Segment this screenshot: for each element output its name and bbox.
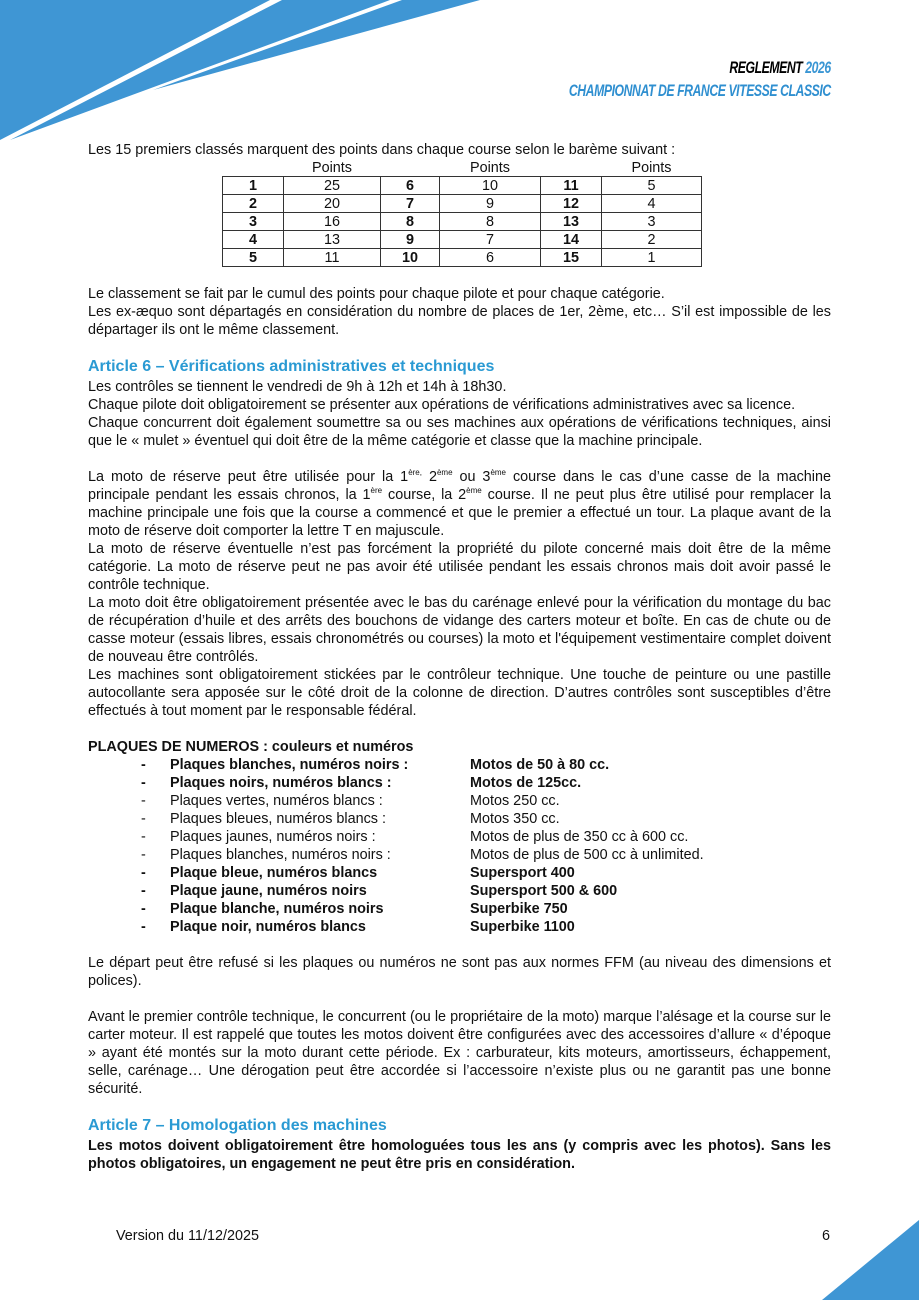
points-cell: 4: [602, 195, 702, 213]
plate-category: Supersport 500 & 600: [470, 883, 618, 899]
plate-category: Motos 350 cc.: [470, 811, 560, 827]
bullet-dash: -: [141, 811, 146, 827]
plate-list-item: [88, 882, 831, 900]
plate-label: Plaque jaune, numéros noirs: [170, 883, 367, 899]
points-table-header-cell: Points: [312, 159, 352, 176]
rank-cell: 10: [381, 249, 440, 267]
rank-cell: 7: [381, 195, 440, 213]
plates-list: [88, 756, 831, 936]
rank-cell: 8: [381, 213, 440, 231]
bullet-dash: -: [141, 829, 146, 845]
rank-cell: 13: [541, 213, 602, 231]
plate-list-item: [88, 792, 831, 810]
points-table-row: [223, 213, 702, 231]
rank-cell: 9: [381, 231, 440, 249]
bullet-dash: -: [141, 775, 146, 791]
points-cell: 6: [440, 249, 541, 267]
article-6-paragraph-2: Chaque pilote doit obligatoirement se présenter aux opérations de vérifications administratives avec sa licence.: [88, 397, 796, 413]
bullet-dash: -: [141, 919, 146, 935]
plate-label: Plaques blanches, numéros noirs :: [170, 847, 391, 863]
after-plates-paragraph-2: Avant le premier contrôle technique, le concurrent (ou le propriétaire de la moto) marque l’alésage et la course sur le carter moteur. Il est rappelé que toutes les motos doivent être configurées avec des accessoires d’allure « d’époque » ayant été montés sur la moto durant cette période. Ex : carburateur, kits moteurs, amortisseurs, échappement, selle, carénage… Une dérogation peut être accordée si l’accessoire n’existe plus ou ne garantit pas une bonne sécurité.: [88, 1009, 831, 1097]
plate-category: Motos de 50 à 80 cc.: [470, 757, 610, 773]
plate-label: Plaque blanche, numéros noirs: [170, 901, 384, 917]
header-stripe-main: [0, 0, 270, 140]
article-6-paragraph-6: La moto doit être obligatoirement présentée avec le bas du carénage enlevé pour la vérification du montage du bac de récupération d’huile et des arrêts des bouchons de vidange des carters moteur et boîte. En cas de chute ou de casse moteur (essais libres, essais chronométrés ou courses) la moto et l'équipement vestimentaire complet doivent de nouveau être contrôlés.: [88, 595, 831, 665]
rank-cell: 11: [541, 177, 602, 195]
plate-list-item: [88, 900, 831, 918]
plate-list-item: [88, 918, 831, 936]
points-table: [222, 159, 702, 267]
points-cell: 10: [440, 177, 541, 195]
plate-list-item: [88, 774, 831, 792]
footer-version: Version du 11/12/2025: [116, 1228, 259, 1244]
article-6-paragraph-3: Chaque concurrent doit également soumettre sa ou ses machines aux opérations de vérifications techniques, ainsi que le « mulet » éventuel qui doit être de la même catégorie et classe que la machine principale.: [88, 415, 831, 449]
points-cell: 13: [284, 231, 381, 249]
plate-category: Motos de plus de 350 cc à 600 cc.: [470, 829, 689, 845]
plates-title: PLAQUES DE NUMEROS : couleurs et numéros: [88, 739, 414, 755]
plate-label: Plaques jaunes, numéros noirs :: [170, 829, 376, 845]
plate-category: Superbike 1100: [470, 919, 575, 935]
plate-category: Supersport 400: [470, 865, 575, 881]
plate-list-item: [88, 846, 831, 864]
article-6-paragraph-7: Les machines sont obligatoirement stickées par le contrôleur technique. Une touche de peinture ou une pastille autocollante sera apposée sur le côté droit de la colonne de direction. D’autres contrôles sont susceptibles d’être effectués à tout moment par le responsable fédéral.: [88, 667, 831, 719]
article-7-heading: Article 7 – Homologation des machines: [88, 1117, 387, 1134]
rank-cell: 12: [541, 195, 602, 213]
points-table-header-cell: Points: [470, 159, 510, 176]
header-subtitle: CHAMPIONNAT DE FRANCE VITESSE CLASSIC: [569, 81, 831, 100]
document-header: [467, 56, 831, 102]
rank-cell: 6: [381, 177, 440, 195]
points-table-row: [223, 195, 702, 213]
points-cell: 25: [284, 177, 381, 195]
header-title-year: 2026: [805, 58, 831, 77]
plate-label: Plaques noirs, numéros blancs :: [170, 775, 392, 791]
article-6-paragraph-1: Les contrôles se tiennent le vendredi de 9h à 12h et 14h à 18h30.: [88, 379, 507, 395]
points-table-header-cell: [381, 159, 440, 177]
points-table-row: [223, 177, 702, 195]
after-plates-paragraph-1: Le départ peut être refusé si les plaques ou numéros ne sont pas aux normes FFM (au niveau des dimensions et polices).: [88, 955, 831, 989]
plate-category: Motos de 125cc.: [470, 775, 582, 791]
bullet-dash: -: [141, 883, 146, 899]
rank-cell: 3: [223, 213, 284, 231]
plate-category: Motos de plus de 500 cc à unlimited.: [470, 847, 704, 863]
page-number: 6: [822, 1228, 831, 1244]
points-table-header: [223, 159, 702, 177]
points-cell: 5: [602, 177, 702, 195]
bullet-dash: -: [141, 757, 146, 773]
plate-list-item: [88, 864, 831, 882]
points-table-header-cell: [223, 159, 284, 177]
points-cell: 2: [602, 231, 702, 249]
plate-label: Plaque bleue, numéros blancs: [170, 865, 378, 881]
bullet-dash: -: [141, 793, 146, 809]
plate-label: Plaques vertes, numéros blancs :: [170, 793, 383, 809]
article-7-paragraph-1: Les motos doivent obligatoirement être homologuées tous les ans (y compris avec les photos). Sans les photos obligatoires, un engagement ne peut être pris en considération.: [88, 1138, 831, 1172]
rank-cell: 4: [223, 231, 284, 249]
plate-label: Plaque noir, numéros blancs: [170, 919, 366, 935]
points-cell: 9: [440, 195, 541, 213]
ranking-paragraph-2: Les ex-æquo sont départagés en considération du nombre de places de 1er, 2ème, etc… S’il est impossible de les départager ils ont le même classement.: [88, 304, 831, 338]
plate-label: Plaques bleues, numéros blancs :: [170, 811, 386, 827]
plate-category: Superbike 750: [470, 901, 568, 917]
points-cell: 11: [284, 249, 381, 267]
header-title-line: [569, 56, 831, 79]
rank-cell: 5: [223, 249, 284, 267]
header-title-word: REGLEMENT: [729, 58, 803, 77]
header-decoration: [0, 0, 480, 145]
points-table-header-cell: [541, 159, 602, 177]
rank-cell: 14: [541, 231, 602, 249]
points-cell: 7: [440, 231, 541, 249]
rank-cell: 15: [541, 249, 602, 267]
points-cell: 20: [284, 195, 381, 213]
plate-label: Plaques blanches, numéros noirs :: [170, 757, 409, 773]
points-cell: 1: [602, 249, 702, 267]
plate-list-item: [88, 828, 831, 846]
plate-list-item: [88, 810, 831, 828]
points-table-row: [223, 249, 702, 267]
plate-list-item: [88, 756, 831, 774]
article-6-heading: Article 6 – Vérifications administratives et techniques: [88, 358, 495, 375]
points-cell: 8: [440, 213, 541, 231]
points-cell: 16: [284, 213, 381, 231]
bullet-dash: -: [141, 901, 146, 917]
footer-triangle: [822, 1220, 919, 1300]
points-table-row: [223, 231, 702, 249]
page-content: [88, 141, 831, 1173]
article-6-paragraph-5: La moto de réserve éventuelle n’est pas forcément la propriété du pilote concerné mais doit être de la même catégorie. La moto de réserve peut ne pas avoir été utilisée pendant les essais chronos mais doit avoir passé le contrôle technique.: [88, 541, 831, 593]
bullet-dash: -: [141, 847, 146, 863]
article-6-reserve-paragraph: La moto de réserve peut être utilisée pour la $1^{ère,}$ 2ème ou 3ème course dans le cas d’une casse de la machine principale pendant les essais chronos, la 1ère course, la 2ème course. Il ne peut plus être utilisé pour remplacer la machine principale une fois que la course a commencé et que le premier a effectué un tour. La plaque avant de la moto de réserve doit comporter la lettre T en majuscule.: [88, 468, 831, 539]
footer-decoration: [822, 1220, 919, 1300]
plate-category: Motos 250 cc.: [470, 793, 560, 809]
ranking-paragraph-1: Le classement se fait par le cumul des points pour chaque pilote et pour chaque catégorie.: [88, 286, 665, 302]
points-cell: 3: [602, 213, 702, 231]
points-table-header-cell: Points: [631, 159, 672, 176]
rank-cell: 1: [223, 177, 284, 195]
rank-cell: 2: [223, 195, 284, 213]
points-intro: Les 15 premiers classés marquent des points dans chaque course selon le barème suivant :: [88, 142, 676, 158]
bullet-dash: -: [141, 865, 146, 881]
